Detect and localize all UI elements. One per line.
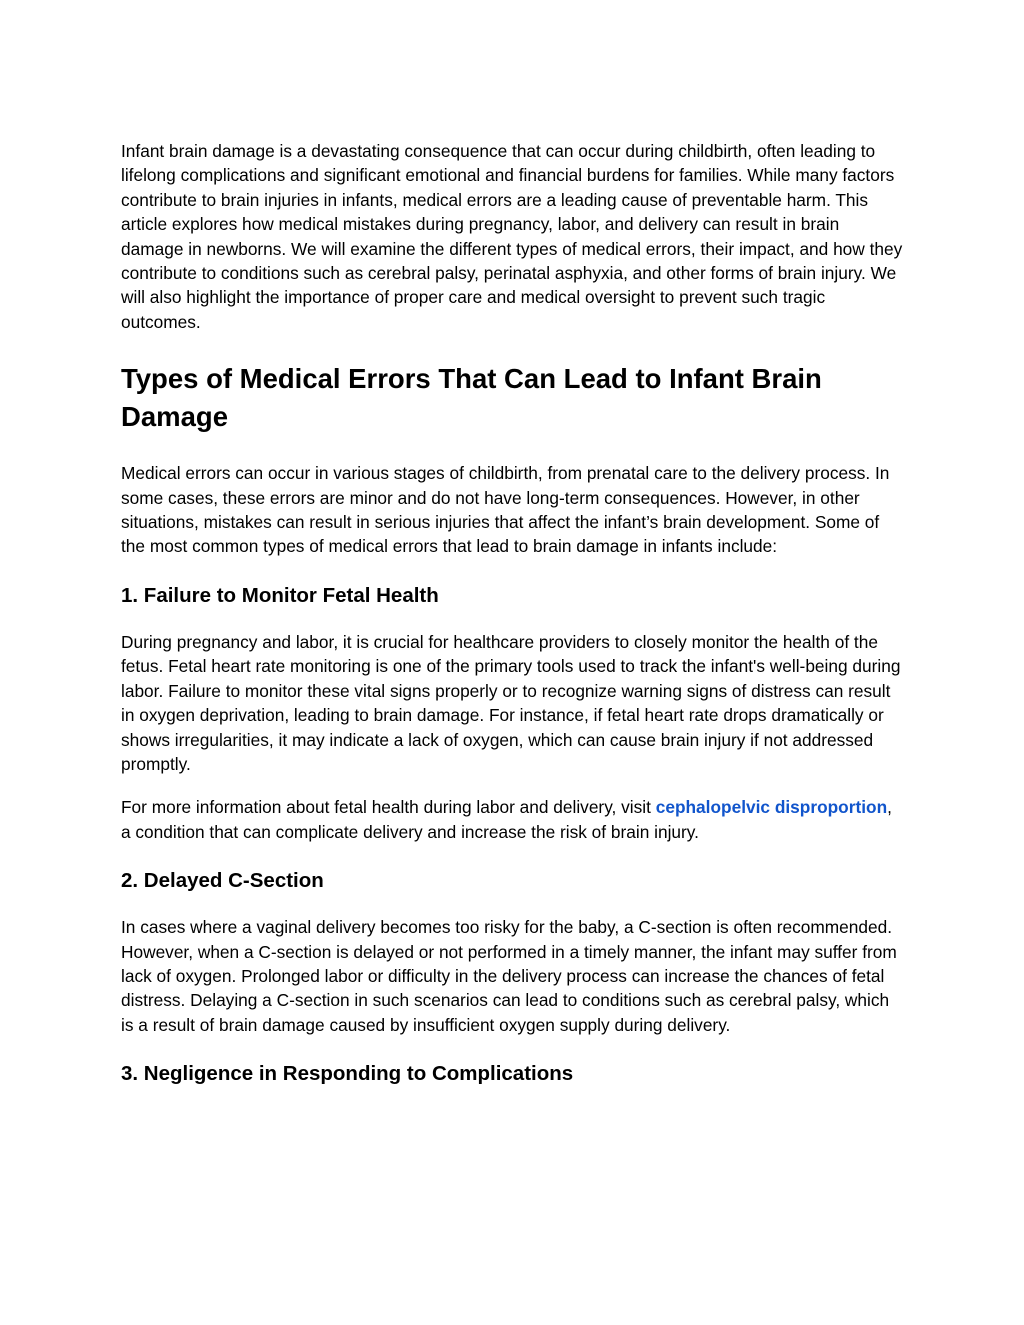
info-text-before-link: For more information about fetal health during labor and delivery, visit [121,797,656,818]
intro-paragraph: Infant brain damage is a devastating consequence that can occur during childbirth, often leading to lifelong complications and significant emotional and financial burdens for families. While many factors contribute to brain injuries in infants, medical errors are a leading cause of preventable harm. This article explores how medical mistakes during pregnancy, labor, and delivery can result in brain damage in newborns. We will examine the different types of medical errors, their impact, and how they contribute to conditions such as cerebral palsy, perinatal asphyxia, and other forms of brain injury. We will also highlight the importance of proper care and medical oversight to prevent such tragic outcomes. [121,141,903,332]
document-page [121,139,906,1088]
section-heading-types-of-errors: Types of Medical Errors That Can Lead to Infant Brain Damage [121,363,822,433]
subheading-negligence: 3. Negligence in Responding to Complications [121,1062,574,1086]
subheading-failure-to-monitor: 1. Failure to Monitor Fetal Health [121,583,439,607]
fetal-health-info-paragraph [121,795,906,844]
delayed-c-section-paragraph: In cases where a vaginal delivery becomes too risky for the baby, a C-section is often recommended. However, when a C-section is delayed or not performed in a timely manner, the infant may suffer from lack of oxygen. Prolonged labor or difficulty in the delivery process can increase the chances of fetal distress. Delaying a C-section in such scenarios can lead to conditions such as cerebral palsy, which is a result of brain damage caused by insufficient oxygen supply during delivery. [121,917,897,1035]
cephalopelvic-disproportion-link[interactable]: cephalopelvic disproportion [655,797,888,818]
info-text-after-link: , a condition that can complicate delivery and increase the risk of brain injury. [121,797,892,842]
failure-to-monitor-paragraph: During pregnancy and labor, it is crucial for healthcare providers to closely monitor the health of the fetus. Fetal heart rate monitoring is one of the primary tools used to track the infant's well-being during labor. Failure to monitor these vital signs properly or to recognize warning signs of distress can result in oxygen deprivation, leading to brain damage. For instance, if fetal heart rate drops dramatically or shows irregularities, it may indicate a lack of oxygen, which can cause brain injury if not addressed promptly. [121,631,901,774]
subheading-delayed-c-section: 2. Delayed C-Section [121,869,324,893]
types-of-errors-paragraph: Medical errors can occur in various stages of childbirth, from prenatal care to the delivery process. In some cases, these errors are minor and do not have long-term consequences. However, in other situations, mistakes can result in serious injuries that affect the infant’s brain development. Some of the most common types of medical errors that lead to brain damage in infants include: [121,463,890,557]
